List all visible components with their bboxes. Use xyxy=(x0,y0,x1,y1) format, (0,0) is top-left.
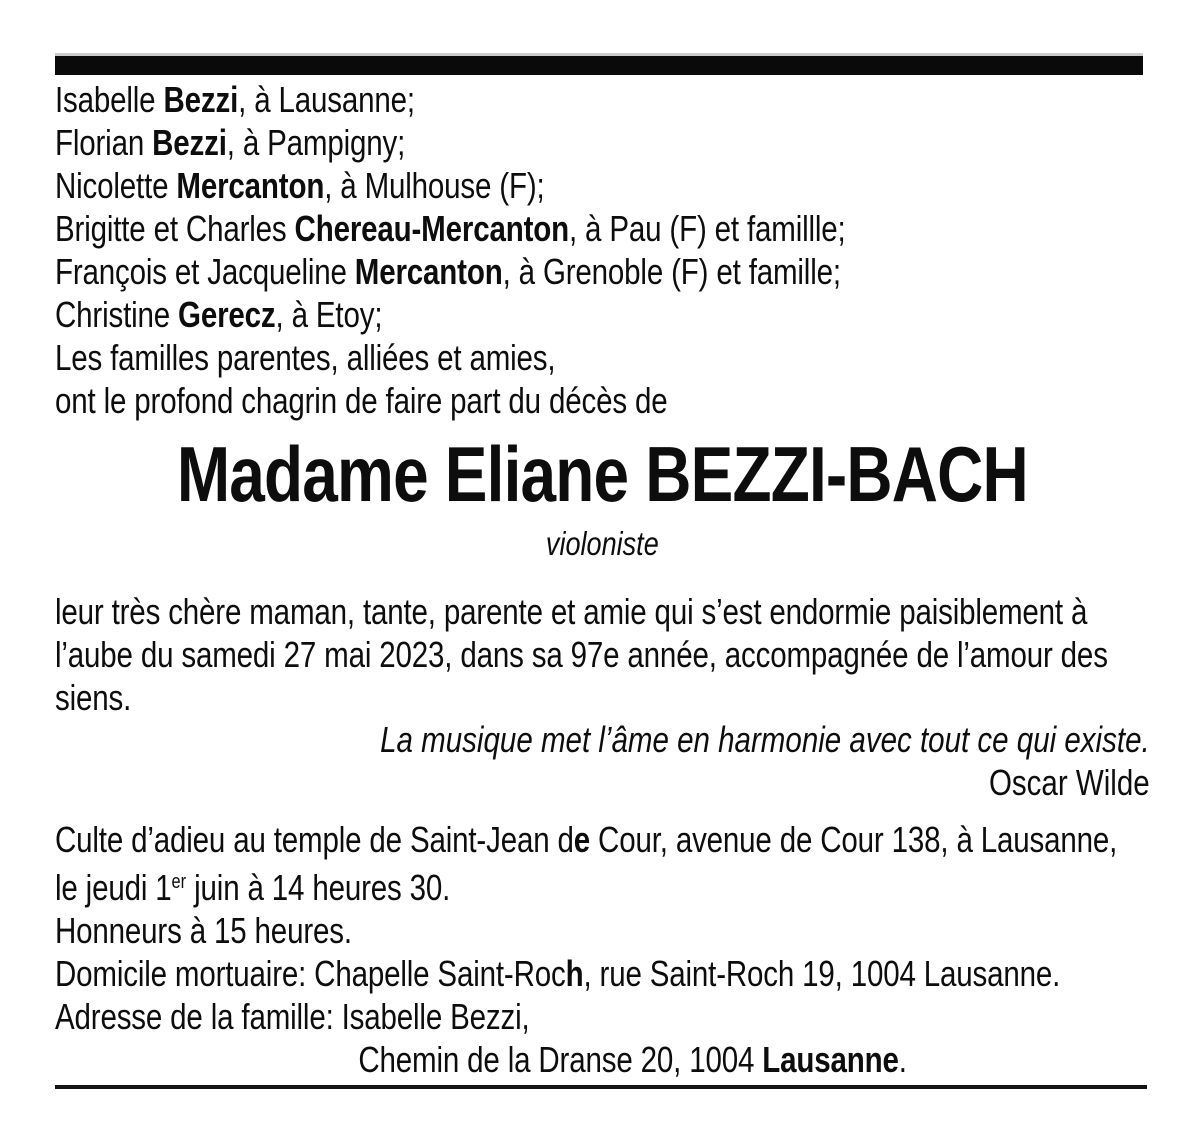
family-line-text: , à Pampigny; xyxy=(226,122,406,163)
announcement-line: leur très chère maman, tante, parente et amie qui s’est endormie paisiblement à xyxy=(55,591,1088,632)
quote-author: Oscar Wilde xyxy=(988,762,1150,803)
ceremony-honneurs-line: Honneurs à 15 heures. xyxy=(55,910,352,951)
quote-text: La musique met l’âme en harmonie avec tout ce qui existe. xyxy=(380,719,1150,760)
ordinal-superscript: er xyxy=(171,871,187,893)
ceremony-text: Culte d’adieu au temple de Saint-Jean d xyxy=(55,819,574,860)
family-member-name: Bezzi xyxy=(152,122,227,163)
ceremony-text-bold: Lausanne xyxy=(762,1039,899,1080)
ceremony-text-bold: e xyxy=(573,819,591,860)
ceremony-date-line xyxy=(55,861,1150,909)
family-line xyxy=(55,207,1150,250)
family-line xyxy=(55,121,1150,164)
family-line-text: , à Grenoble (F) et famille; xyxy=(502,251,841,292)
family-line xyxy=(55,379,1150,422)
family-line xyxy=(55,293,1150,336)
ceremony-text: Chemin de la Dranse 20, 1004 xyxy=(358,1039,763,1080)
family-line xyxy=(55,78,1150,121)
family-line-text: , à Etoy; xyxy=(275,294,383,335)
ceremony-details xyxy=(55,818,1150,1081)
family-address-line: Adresse de la famille: Isabelle Bezzi, xyxy=(55,996,530,1037)
family-member-name: Chereau-Mercanton xyxy=(294,208,569,249)
family-line-text: Christine xyxy=(55,294,179,335)
family-line-text: ont le profond chagrin de faire part du décès de xyxy=(55,380,668,421)
family-line-text: Brigitte et Charles xyxy=(55,208,295,249)
family-list xyxy=(55,78,1150,422)
bottom-rule xyxy=(55,1085,1147,1089)
family-line-text: Nicolette xyxy=(55,165,177,206)
ceremony-text: Domicile mortuaire: Chapelle Saint-Roc xyxy=(55,953,566,994)
family-line-text: , à Mulhouse (F); xyxy=(324,165,545,206)
family-line-text: Les familles parentes, alliées et amies, xyxy=(55,337,556,378)
family-line xyxy=(55,336,1150,379)
announcement-line: siens. xyxy=(55,677,132,718)
ceremony-culte-line xyxy=(55,818,1150,861)
ceremony-text: le jeudi 1 xyxy=(55,867,172,908)
ceremony-domicile-line xyxy=(55,952,1150,995)
deceased-name-title: Madame Eliane BEZZI-BACH xyxy=(176,430,1028,518)
ceremony-text: , rue Saint-Roch 19, 1004 Lausanne. xyxy=(583,953,1061,994)
family-line-text: François et Jacqueline xyxy=(55,251,355,292)
family-member-name: Bezzi xyxy=(163,79,239,120)
top-rule xyxy=(55,53,1143,75)
family-line-text: , à Pau (F) et famillle; xyxy=(568,208,846,249)
family-line xyxy=(55,250,1150,293)
announcement-line: l’aube du samedi 27 mai 2023, dans sa 97e année, accompagnée de l’amour des xyxy=(55,634,1108,675)
ceremony-text: juin à 14 heures 30. xyxy=(186,867,451,908)
family-line xyxy=(55,164,1150,207)
ceremony-text-bold: h xyxy=(565,953,584,994)
ceremony-text: . xyxy=(898,1039,907,1080)
family-line-text: Florian xyxy=(55,122,153,163)
family-member-name: Mercanton xyxy=(176,165,325,206)
deceased-subtitle: violoniste xyxy=(545,525,659,562)
family-line-text: , à Lausanne; xyxy=(238,79,415,120)
family-line-text: Isabelle xyxy=(55,79,164,120)
family-member-name: Mercanton xyxy=(354,251,503,292)
ceremony-text: Cour, avenue de Cour 138, à Lausanne, xyxy=(590,819,1118,860)
announcement-paragraph xyxy=(55,590,1150,719)
family-address-line-2 xyxy=(55,1038,1150,1081)
family-member-name: Gerecz xyxy=(178,294,276,335)
